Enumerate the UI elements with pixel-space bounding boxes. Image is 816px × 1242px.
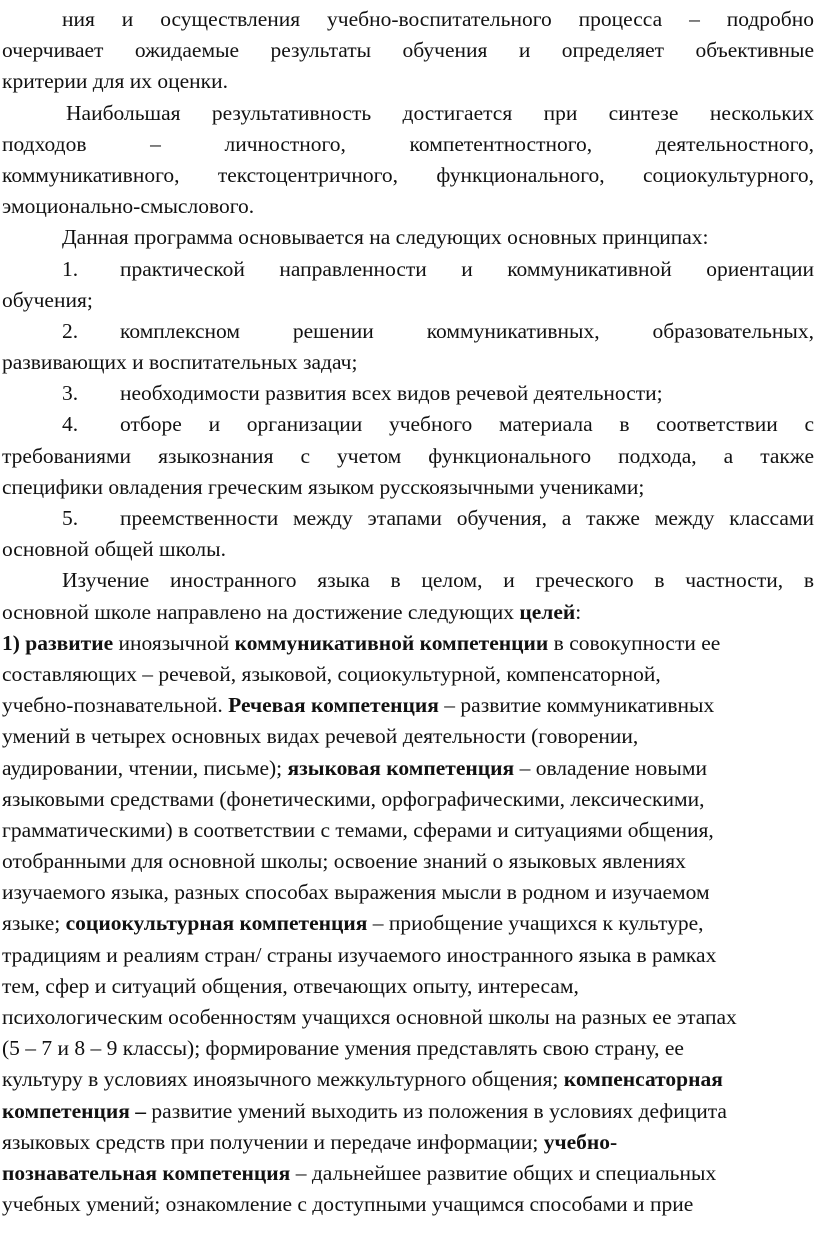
list-number: 1. [62,256,79,281]
text-run: – приобщение учащихся к культуре, [367,911,704,936]
bold-term: учебно- [543,1129,618,1154]
text-line: учебных умений; ознакомление с доступными учащимся способами и прие [2,1192,694,1217]
text-line: специфики овладения греческим языком русскоязычными учениками; [2,474,645,499]
text-line [2,316,814,347]
paragraph-1 [2,0,814,98]
bold-term: коммуникативной компетенции [234,630,549,655]
list-number: 4. [62,412,79,437]
text-line: обучения; [2,287,93,312]
text-run: – дальнейшее развитие общих и специальных [290,1160,717,1185]
text-line: грамматическими) в соответствии с темами, сферами и ситуациями общения, [2,817,714,842]
text-line: психологическим особенностям учащихся основной школы на разных ее этапах [2,1005,737,1029]
text-line [2,597,814,628]
text-line: умений в четырех основных видах речевой деятельности (говорении, [2,724,639,749]
text-line: ния и осуществления учебно-воспитательного процесса – подробно [62,7,814,31]
text-run: языковых средств при получении и передаче информации; [2,1129,544,1154]
list-text: практической направленности и коммуникативной ориентации [120,256,814,281]
text-line: очерчивает ожидаемые результаты обучения и определяет объективные [2,38,814,63]
text-line: Данная программа основывается на следующих основных принципах: [62,225,709,250]
text-line: изучаемого языка, разных способах выражения мысли в родном и изучаемом [2,880,710,905]
text-line [2,690,814,721]
text-line: традициям и реалиям стран/ страны изучаемого иностранного языка в рамках [2,942,717,967]
bold-term: социокультурная компетенция [65,911,368,936]
text-line: эмоционально-смыслового. [2,194,255,219]
text-run: аудировании, чтении, письме); [2,755,288,780]
text-line: Наибольшая результативность достигается при синтезе нескольких [66,100,814,125]
text-line [2,1096,814,1127]
bold-term: целей [519,599,576,624]
text-line: подходов – личностного, компетентностного, деятельностного, [2,131,814,156]
list-text: комплексном решении коммуникативных, образовательных, [120,318,814,343]
text-line: развивающих и воспитательных задач; [2,350,358,375]
text-run: в совокупности ее [548,630,721,655]
bold-term: компенсаторная [563,1067,723,1092]
text-run: языке; [2,911,66,936]
text-line: основной общей школы. [2,537,226,562]
list-number: 5. [62,506,79,530]
text-line [2,409,814,440]
list-item [2,254,814,316]
list-item [2,409,814,503]
list-number: 2. [62,318,79,343]
bold-term: компетенция – [2,1098,147,1123]
text-run: – развитие коммуникативных [438,693,715,718]
text-line: отобранными для основной школы; освоение знаний о языковых явлениях [2,849,686,874]
text-line [2,254,814,285]
list-item [2,316,814,378]
text-line [2,503,814,534]
text-line: коммуникативного, текстоцентричного, функционального, социокультурного, [2,162,814,187]
paragraph-2 [2,98,814,223]
list-item [2,503,814,565]
text-line [2,1064,814,1095]
goals-paragraph [2,628,814,1221]
text-line [2,378,814,409]
text-line: требованиями языкознания с учетом функционального подхода, а также [2,443,814,468]
text-line [2,1158,814,1189]
list-text: преемственности между этапами обучения, а также между классами [120,506,814,530]
list-number: 3. [62,381,79,406]
principles-list [2,254,814,566]
text-run: – овладение новыми [514,755,707,780]
text-line: Изучение иностранного языка в целом, и греческого в частности, в [62,568,814,593]
text-line [2,908,814,939]
text-line: тем, сфер и ситуаций общения, отвечающих опыту, интересам, [2,973,579,998]
paragraph-3 [2,222,814,253]
bold-term: языковая компетенция [287,755,515,780]
text-line: критерии для их оценки. [2,69,228,94]
list-text: необходимости развития всех видов речевой деятельности; [120,381,663,406]
text-run: основной школе направлено на достижение следующих [2,599,520,624]
text-line: языковыми средствами (фонетическими, орфографическими, лексическими, [2,786,705,811]
text-line: составляющих – речевой, языковой, социокультурной, компенсаторной, [2,661,661,686]
paragraph-4 [2,565,814,627]
text-run: учебно-познавательной. [2,693,229,718]
list-text: отборе и организации учебного материала в соответствии с [120,412,814,437]
text-run: культуру в условиях иноязычного межкультурного общения; [2,1067,564,1092]
text-line [2,628,814,659]
text-run: развитие умений выходить из положения в условиях дефицита [146,1098,727,1123]
text-run: иноязычной [113,630,235,655]
bold-term: 1) развитие [2,630,114,655]
text-line: (5 – 7 и 8 – 9 классы); формирование умения представлять свою страну, ее [2,1036,684,1061]
bold-term: Речевая компетенция [228,693,439,718]
text-line [2,1127,814,1158]
list-item [2,378,814,409]
bold-term: познавательная компетенция [2,1160,291,1185]
text-line [2,753,814,784]
text-run: : [575,599,582,624]
